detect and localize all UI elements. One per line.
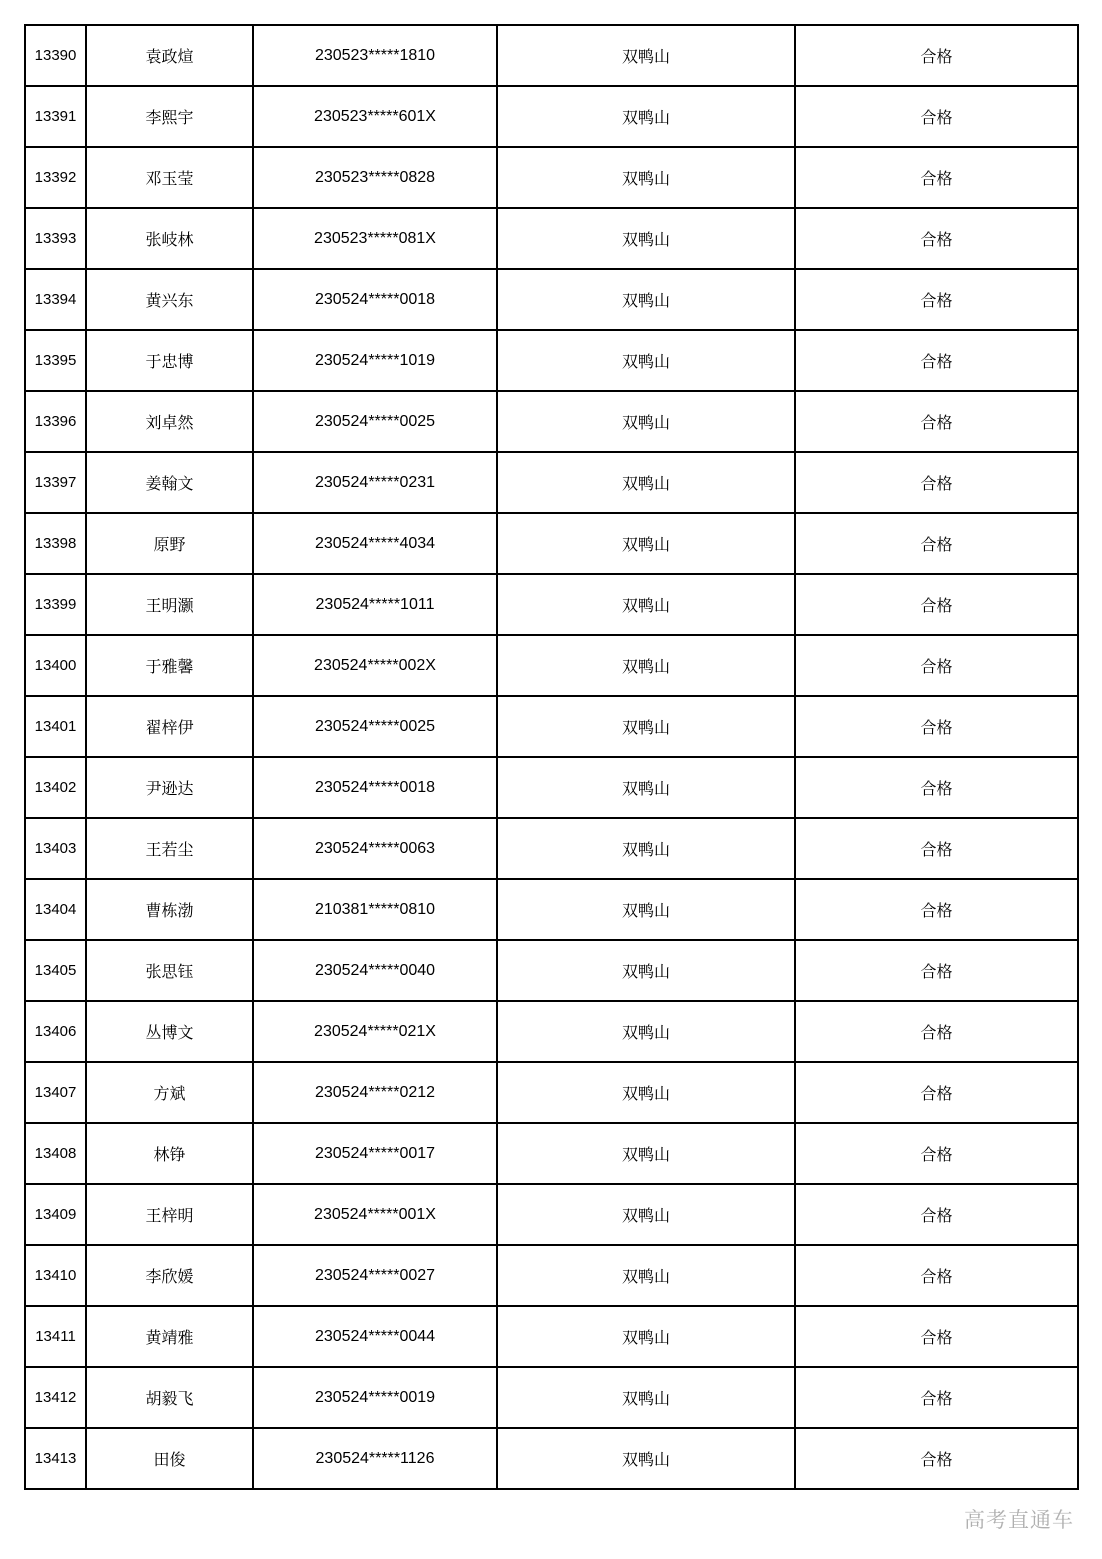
table-row bbox=[25, 1184, 1078, 1245]
cell-id-number: 230524*****1126 bbox=[253, 1428, 497, 1489]
cell-candidate-name: 丛博文 bbox=[86, 1001, 253, 1062]
cell-id-number: 230524*****0025 bbox=[253, 696, 497, 757]
cell-result: 合格 bbox=[795, 86, 1078, 147]
table-row bbox=[25, 1367, 1078, 1428]
cell-region: 双鸭山 bbox=[497, 696, 795, 757]
cell-candidate-name: 胡毅飞 bbox=[86, 1367, 253, 1428]
cell-id-number: 230524*****0044 bbox=[253, 1306, 497, 1367]
cell-candidate-name: 王梓明 bbox=[86, 1184, 253, 1245]
table-row bbox=[25, 1062, 1078, 1123]
cell-result: 合格 bbox=[795, 1062, 1078, 1123]
cell-region: 双鸭山 bbox=[497, 818, 795, 879]
cell-sequence-number: 13413 bbox=[25, 1428, 86, 1489]
cell-sequence-number: 13394 bbox=[25, 269, 86, 330]
cell-result: 合格 bbox=[795, 696, 1078, 757]
table-row bbox=[25, 86, 1078, 147]
cell-id-number: 230524*****0018 bbox=[253, 757, 497, 818]
cell-id-number: 230524*****0063 bbox=[253, 818, 497, 879]
table-row bbox=[25, 391, 1078, 452]
cell-region: 双鸭山 bbox=[497, 391, 795, 452]
table-row bbox=[25, 25, 1078, 86]
cell-result: 合格 bbox=[795, 25, 1078, 86]
cell-id-number: 230524*****021X bbox=[253, 1001, 497, 1062]
cell-sequence-number: 13398 bbox=[25, 513, 86, 574]
cell-candidate-name: 张思钰 bbox=[86, 940, 253, 1001]
cell-id-number: 230524*****0040 bbox=[253, 940, 497, 1001]
table-row bbox=[25, 1306, 1078, 1367]
cell-sequence-number: 13396 bbox=[25, 391, 86, 452]
cell-id-number: 230524*****1019 bbox=[253, 330, 497, 391]
cell-sequence-number: 13411 bbox=[25, 1306, 86, 1367]
cell-sequence-number: 13412 bbox=[25, 1367, 86, 1428]
table-row bbox=[25, 1245, 1078, 1306]
cell-candidate-name: 姜翰文 bbox=[86, 452, 253, 513]
cell-candidate-name: 方斌 bbox=[86, 1062, 253, 1123]
cell-candidate-name: 刘卓然 bbox=[86, 391, 253, 452]
cell-sequence-number: 13410 bbox=[25, 1245, 86, 1306]
cell-result: 合格 bbox=[795, 1184, 1078, 1245]
cell-sequence-number: 13405 bbox=[25, 940, 86, 1001]
cell-candidate-name: 王若尘 bbox=[86, 818, 253, 879]
cell-sequence-number: 13403 bbox=[25, 818, 86, 879]
table-row bbox=[25, 818, 1078, 879]
cell-result: 合格 bbox=[795, 757, 1078, 818]
cell-result: 合格 bbox=[795, 147, 1078, 208]
cell-candidate-name: 尹逊达 bbox=[86, 757, 253, 818]
cell-result: 合格 bbox=[795, 1245, 1078, 1306]
table-row bbox=[25, 879, 1078, 940]
table-row bbox=[25, 635, 1078, 696]
cell-sequence-number: 13406 bbox=[25, 1001, 86, 1062]
cell-candidate-name: 张岐林 bbox=[86, 208, 253, 269]
cell-candidate-name: 田俊 bbox=[86, 1428, 253, 1489]
cell-id-number: 230524*****001X bbox=[253, 1184, 497, 1245]
cell-result: 合格 bbox=[795, 1001, 1078, 1062]
cell-region: 双鸭山 bbox=[497, 1367, 795, 1428]
cell-candidate-name: 李熙宇 bbox=[86, 86, 253, 147]
cell-result: 合格 bbox=[795, 1123, 1078, 1184]
cell-region: 双鸭山 bbox=[497, 574, 795, 635]
table-row bbox=[25, 940, 1078, 1001]
document-page bbox=[24, 24, 1077, 1490]
cell-region: 双鸭山 bbox=[497, 330, 795, 391]
cell-sequence-number: 13399 bbox=[25, 574, 86, 635]
cell-sequence-number: 13402 bbox=[25, 757, 86, 818]
cell-result: 合格 bbox=[795, 879, 1078, 940]
cell-id-number: 230524*****0018 bbox=[253, 269, 497, 330]
cell-id-number: 230524*****0025 bbox=[253, 391, 497, 452]
cell-sequence-number: 13409 bbox=[25, 1184, 86, 1245]
cell-region: 双鸭山 bbox=[497, 879, 795, 940]
cell-id-number: 230524*****0017 bbox=[253, 1123, 497, 1184]
cell-sequence-number: 13395 bbox=[25, 330, 86, 391]
table-row bbox=[25, 330, 1078, 391]
cell-region: 双鸭山 bbox=[497, 1306, 795, 1367]
cell-id-number: 230524*****0027 bbox=[253, 1245, 497, 1306]
cell-id-number: 230523*****081X bbox=[253, 208, 497, 269]
cell-candidate-name: 黄靖雅 bbox=[86, 1306, 253, 1367]
cell-id-number: 230524*****4034 bbox=[253, 513, 497, 574]
cell-result: 合格 bbox=[795, 574, 1078, 635]
cell-id-number: 230523*****601X bbox=[253, 86, 497, 147]
cell-candidate-name: 王明灏 bbox=[86, 574, 253, 635]
cell-region: 双鸭山 bbox=[497, 940, 795, 1001]
table-row bbox=[25, 269, 1078, 330]
results-table-body bbox=[25, 25, 1078, 1489]
cell-id-number: 230524*****0231 bbox=[253, 452, 497, 513]
table-row bbox=[25, 208, 1078, 269]
cell-candidate-name: 黄兴东 bbox=[86, 269, 253, 330]
cell-id-number: 210381*****0810 bbox=[253, 879, 497, 940]
cell-sequence-number: 13393 bbox=[25, 208, 86, 269]
cell-id-number: 230524*****1011 bbox=[253, 574, 497, 635]
cell-result: 合格 bbox=[795, 513, 1078, 574]
cell-result: 合格 bbox=[795, 1306, 1078, 1367]
cell-result: 合格 bbox=[795, 452, 1078, 513]
cell-sequence-number: 13390 bbox=[25, 25, 86, 86]
cell-candidate-name: 曹栋渤 bbox=[86, 879, 253, 940]
cell-region: 双鸭山 bbox=[497, 635, 795, 696]
cell-id-number: 230524*****0212 bbox=[253, 1062, 497, 1123]
watermark-text: 高考直通车 bbox=[964, 1508, 1074, 1532]
cell-region: 双鸭山 bbox=[497, 86, 795, 147]
cell-region: 双鸭山 bbox=[497, 1123, 795, 1184]
cell-candidate-name: 于雅馨 bbox=[86, 635, 253, 696]
cell-candidate-name: 邓玉莹 bbox=[86, 147, 253, 208]
cell-result: 合格 bbox=[795, 269, 1078, 330]
cell-region: 双鸭山 bbox=[497, 1428, 795, 1489]
cell-region: 双鸭山 bbox=[497, 269, 795, 330]
table-row bbox=[25, 696, 1078, 757]
cell-candidate-name: 袁政煊 bbox=[86, 25, 253, 86]
table-row bbox=[25, 1428, 1078, 1489]
cell-region: 双鸭山 bbox=[497, 452, 795, 513]
table-row bbox=[25, 1123, 1078, 1184]
cell-sequence-number: 13407 bbox=[25, 1062, 86, 1123]
cell-result: 合格 bbox=[795, 208, 1078, 269]
cell-result: 合格 bbox=[795, 940, 1078, 1001]
results-table bbox=[24, 24, 1079, 1490]
cell-sequence-number: 13400 bbox=[25, 635, 86, 696]
cell-sequence-number: 13404 bbox=[25, 879, 86, 940]
cell-candidate-name: 原野 bbox=[86, 513, 253, 574]
cell-sequence-number: 13401 bbox=[25, 696, 86, 757]
cell-result: 合格 bbox=[795, 1428, 1078, 1489]
cell-result: 合格 bbox=[795, 1367, 1078, 1428]
cell-candidate-name: 翟梓伊 bbox=[86, 696, 253, 757]
cell-id-number: 230523*****1810 bbox=[253, 25, 497, 86]
cell-region: 双鸭山 bbox=[497, 1062, 795, 1123]
cell-result: 合格 bbox=[795, 330, 1078, 391]
table-row bbox=[25, 147, 1078, 208]
cell-candidate-name: 李欣媛 bbox=[86, 1245, 253, 1306]
cell-candidate-name: 于忠博 bbox=[86, 330, 253, 391]
table-row bbox=[25, 513, 1078, 574]
cell-id-number: 230523*****0828 bbox=[253, 147, 497, 208]
table-row bbox=[25, 574, 1078, 635]
cell-sequence-number: 13397 bbox=[25, 452, 86, 513]
cell-region: 双鸭山 bbox=[497, 1001, 795, 1062]
cell-id-number: 230524*****002X bbox=[253, 635, 497, 696]
cell-result: 合格 bbox=[795, 818, 1078, 879]
cell-id-number: 230524*****0019 bbox=[253, 1367, 497, 1428]
cell-result: 合格 bbox=[795, 391, 1078, 452]
cell-region: 双鸭山 bbox=[497, 1245, 795, 1306]
cell-result: 合格 bbox=[795, 635, 1078, 696]
cell-sequence-number: 13391 bbox=[25, 86, 86, 147]
cell-region: 双鸭山 bbox=[497, 25, 795, 86]
cell-region: 双鸭山 bbox=[497, 208, 795, 269]
table-row bbox=[25, 452, 1078, 513]
cell-region: 双鸭山 bbox=[497, 757, 795, 818]
cell-region: 双鸭山 bbox=[497, 1184, 795, 1245]
cell-sequence-number: 13408 bbox=[25, 1123, 86, 1184]
table-row bbox=[25, 1001, 1078, 1062]
cell-candidate-name: 林铮 bbox=[86, 1123, 253, 1184]
cell-region: 双鸭山 bbox=[497, 147, 795, 208]
cell-region: 双鸭山 bbox=[497, 513, 795, 574]
cell-sequence-number: 13392 bbox=[25, 147, 86, 208]
table-row bbox=[25, 757, 1078, 818]
